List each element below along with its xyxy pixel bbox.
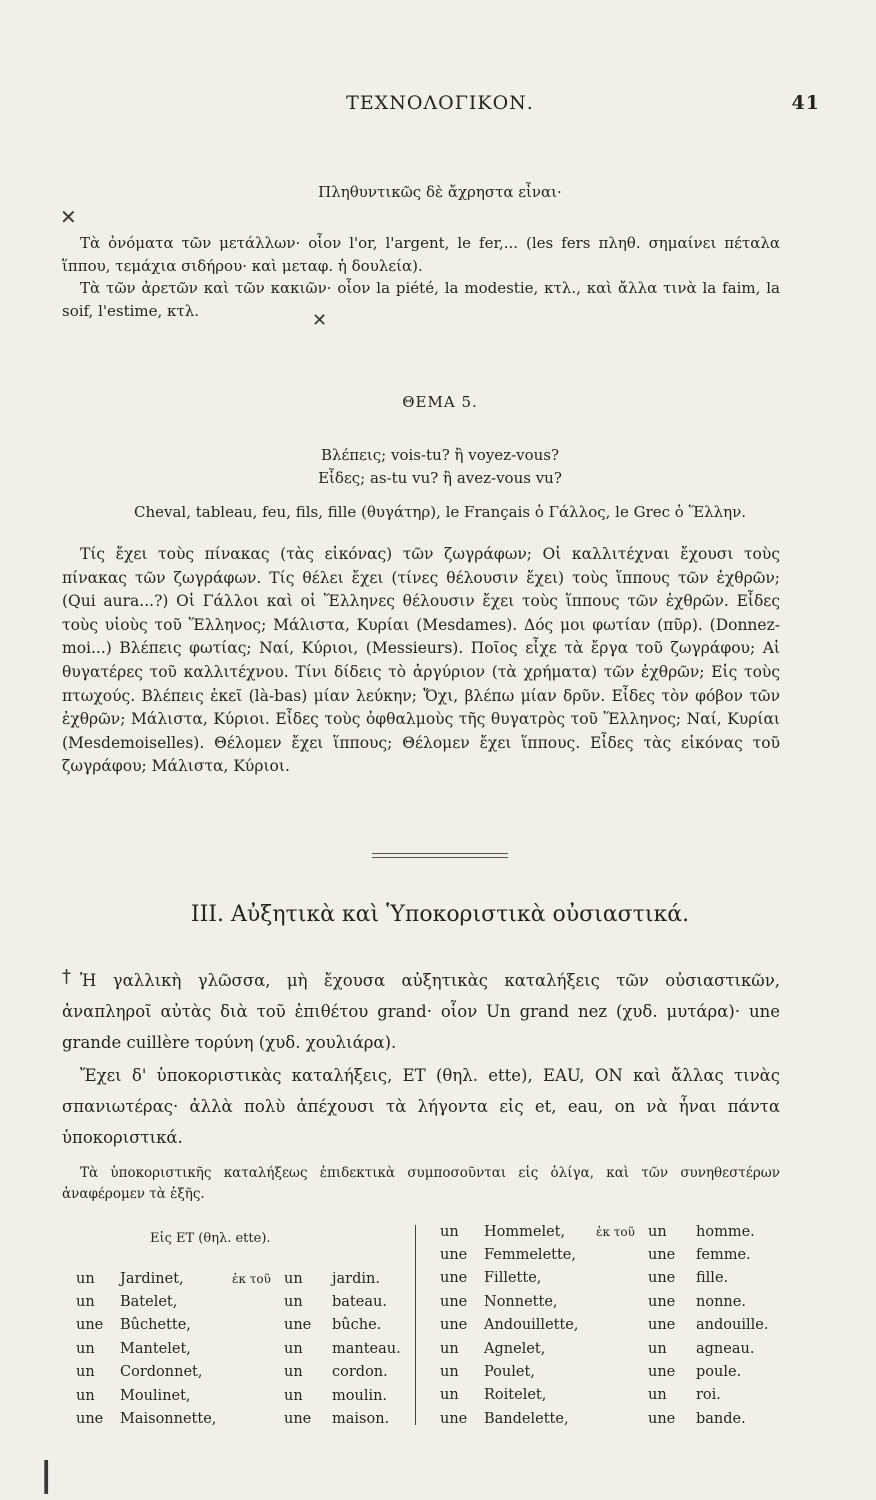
right-table-diminutive: Femmelette, — [484, 1247, 576, 1264]
left-table-article: un — [76, 1270, 95, 1287]
column-divider — [415, 1225, 416, 1425]
right-table-diminutive: Roitelet, — [484, 1387, 547, 1404]
pencil-cross-mark-icon: ✕ — [60, 205, 77, 229]
theme-line-1: Βλέπεις; vois-tu? ἢ voyez-vous? — [320, 446, 560, 464]
right-table-base-article: un — [648, 1223, 667, 1240]
right-table-base-word: nonne. — [696, 1293, 746, 1310]
right-table-base-word: andouille. — [696, 1317, 769, 1334]
left-table-base-word: manteau. — [332, 1340, 401, 1357]
right-table-from-label — [596, 1360, 648, 1383]
left-table-base-word: cordon. — [332, 1364, 388, 1381]
pencil-mark-icon: † — [62, 966, 71, 987]
left-table-from-label — [232, 1384, 284, 1407]
right-table-diminutive: Poulet, — [484, 1364, 535, 1381]
right-table-article: un — [440, 1340, 459, 1357]
right-table-article: une — [440, 1410, 468, 1427]
plural-paragraph-1-text: Τὰ ὀνόματα τῶν μετάλλων· οἷον l'or, l'argent, le fer,... (les fers πληθ. σημαίνει πέταλα ἵππου, τεμάχια σιδήρου· καὶ μεταφ. ἡ δουλεία). — [62, 234, 780, 275]
left-table-base-word: moulin. — [332, 1387, 388, 1404]
left-table-base-article: une — [284, 1317, 312, 1334]
right-table-row — [440, 1267, 806, 1290]
right-table-base-article: une — [648, 1317, 676, 1334]
right-table-base-article: une — [648, 1364, 676, 1381]
left-table-article: un — [76, 1340, 95, 1357]
right-table-row — [440, 1407, 806, 1430]
right-table-base-word: roi. — [696, 1387, 721, 1404]
page-edge-mark-icon: | — [40, 1455, 53, 1495]
left-table-row — [76, 1267, 442, 1290]
left-table-base-word: maison. — [332, 1411, 390, 1428]
left-table-row — [76, 1361, 442, 1384]
left-table-diminutive: Cordonnet, — [120, 1364, 203, 1381]
running-title: ΤΕΧΝΟΛΟΓΙΚΟΝ. — [346, 92, 534, 114]
pencil-cross-mark-icon: ✕ — [312, 310, 328, 331]
left-table-base-word: bûche. — [332, 1317, 382, 1334]
theme-line-2: Εἶδες; as-tu vu? ἢ avez-vous vu? — [318, 469, 562, 487]
right-table-row — [440, 1314, 806, 1337]
left-table-from-label — [232, 1337, 284, 1360]
right-table-base-article: un — [648, 1387, 667, 1404]
right-table-diminutive: Fillette, — [484, 1270, 542, 1287]
theme-line-3: Cheval, tableau, feu, fils, fille (θυγάτηρ), le Français ὁ Γάλλος, le Grec ὁ Ἕλλην. — [133, 503, 747, 521]
right-table-article: un — [440, 1364, 459, 1381]
right-table-from-label — [596, 1290, 648, 1313]
left-table-row — [76, 1290, 442, 1313]
right-table-from-label — [596, 1243, 648, 1266]
exercise-text: Τίς ἔχει τοὺς πίνακας (τὰς εἰκόνας) τῶν ζωγράφων; Οἱ καλλιτέχναι ἔχουσι τοὺς πίνακας τῶν ζωγράφων. Τίς θέλει ἔχει (τίνες θέλουσιν ἔχει) τοὺς ἵππους τῶν ἐχθρῶν; (Qui aura...?) Οἱ Γάλλοι καὶ οἱ Ἕλληνες θέλουσιν ἔχει τοὺς ἵππους τῶν ἐχθρῶν. Εἶδες τοὺς υἱοὺς τοῦ Ἕλληνος; Μάλιστα, Κυρίαι (Mesdames). Δός μοι φωτίαν (πῦρ). (Donnez-moi...) Βλέπεις φωτίας; Ναί, Κύριοι, (Messieurs). Ποῖος εἶχε τὰ ἔργα τοῦ ζωγράφου; Αἱ θυγατέρες τοῦ καλλιτέχνου. Τίνι δίδεις τὸ ἀργύριον (τὰ χρήματα) τῶν ἐχθρῶν; Εἰς τοὺς πτωχούς. Βλέπεις ἐκεῖ (là-bas) μίαν λεύκην; Ὄχι, βλέπω μίαν δρῦν. Εἶδες τὸν φόβον τῶν ἐχθρῶν; Μάλιστα, Κύριοι. Εἶδες τοὺς ὀφθαλμοὺς τῆς θυγατρὸς τοῦ Ἕλληνος; Ναί, Κυρίαι (Mesdemoiselles). Θέλομεν ἔχει ἵππους; Θέλομεν ἔχει ἵππους. Εἶδες τὰς εἰκόνας τοῦ ζωγράφου; Μάλιστα, Κύριοι. — [62, 545, 780, 776]
right-table-article: une — [440, 1270, 468, 1287]
section-paragraph-2 — [62, 1060, 780, 1153]
right-table-diminutive: Agnelet, — [484, 1340, 546, 1357]
left-table-base-article: un — [284, 1340, 303, 1357]
right-table-row — [440, 1290, 806, 1313]
right-table-from-label — [596, 1384, 648, 1407]
right-table-diminutive: Andouillette, — [484, 1317, 579, 1334]
page-number: 41 — [791, 92, 820, 114]
left-table-row — [76, 1384, 442, 1407]
right-table-base-word: homme. — [696, 1223, 755, 1240]
right-table-row — [440, 1384, 806, 1407]
right-table-base-article: un — [648, 1340, 667, 1357]
left-table-diminutive: Bûchette, — [120, 1317, 191, 1334]
left-table-diminutive: Moulinet, — [120, 1387, 191, 1404]
left-table-article: un — [76, 1387, 95, 1404]
right-table-article: une — [440, 1317, 468, 1334]
plural-intro: Πληθυντικῶς δὲ ἄχρηστα εἶναι· — [318, 183, 562, 201]
left-table-diminutive: Maisonnette, — [120, 1411, 217, 1428]
section-title: III. Αὐξητικὰ καὶ Ὑποκοριστικὰ οὐσιαστικά. — [190, 902, 690, 927]
right-table-from-label — [596, 1407, 648, 1430]
section-paragraph-1 — [62, 965, 780, 1058]
left-table-base-article: un — [284, 1270, 303, 1287]
left-table-diminutive: Jardinet, — [120, 1270, 184, 1287]
left-table-row — [76, 1314, 442, 1337]
left-table-article: une — [76, 1411, 104, 1428]
left-table-from-label — [232, 1290, 284, 1313]
left-table-base-article: un — [284, 1387, 303, 1404]
left-table-base-word: bateau. — [332, 1294, 387, 1311]
section-paragraph-2-text: Ἔχει δ' ὑποκοριστικὰς καταλήξεις, ET (θηλ. ette), EAU, ON καὶ ἄλλας τινὰς σπανιωτέρας· ἀλλὰ πολὺ ἀπέχουσι τὰ λήγοντα εἰς et, eau, on νὰ ἦναι πάντα ὑποκοριστικά. — [62, 1066, 780, 1147]
right-table-from-label: ἐκ τοῦ — [596, 1224, 635, 1239]
left-table-base-article: une — [284, 1411, 312, 1428]
right-table-base-article: une — [648, 1410, 676, 1427]
plural-paragraph-1 — [62, 232, 780, 277]
right-table-from-label — [596, 1337, 648, 1360]
left-table-from-label — [232, 1407, 284, 1430]
right-table-article: une — [440, 1293, 468, 1310]
right-table-diminutive: Hommelet, — [484, 1223, 566, 1240]
right-table-base-word: femme. — [696, 1247, 751, 1264]
right-table-article: une — [440, 1247, 468, 1264]
right-table-row — [440, 1243, 806, 1266]
left-table-row — [76, 1407, 442, 1430]
left-table-row — [76, 1337, 442, 1360]
left-vocabulary-table — [76, 1267, 442, 1431]
table-left-header: Εἰς ET (θηλ. ette). — [150, 1231, 271, 1246]
right-table-base-article: une — [648, 1247, 676, 1264]
right-table-diminutive: Bandelette, — [484, 1410, 569, 1427]
right-table-base-word: poule. — [696, 1364, 742, 1381]
right-table-row — [440, 1360, 806, 1383]
divider-rule — [372, 853, 508, 854]
right-table-base-article: une — [648, 1293, 676, 1310]
left-table-base-article: un — [284, 1364, 303, 1381]
right-table-article: un — [440, 1387, 459, 1404]
plural-paragraph-2 — [62, 277, 780, 322]
section-paragraph-3 — [62, 1163, 780, 1205]
left-table-article: un — [76, 1294, 95, 1311]
left-table-from-label: ἐκ τοῦ — [232, 1271, 271, 1286]
left-table-diminutive: Mantelet, — [120, 1340, 191, 1357]
right-table-row — [440, 1337, 806, 1360]
exercise-paragraph — [62, 543, 780, 779]
left-table-from-label — [232, 1361, 284, 1384]
right-table-base-word: fille. — [696, 1270, 729, 1287]
left-table-article: une — [76, 1317, 104, 1334]
theme-title: ΘΕΜΑ 5. — [402, 393, 478, 411]
right-table-diminutive: Nonnette, — [484, 1293, 558, 1310]
right-vocabulary-table — [440, 1220, 806, 1431]
left-table-base-word: jardin. — [332, 1270, 380, 1287]
right-table-from-label — [596, 1314, 648, 1337]
plural-paragraph-2-text: Τὰ τῶν ἀρετῶν καὶ τῶν κακιῶν· οἷον la piété, la modestie, κτλ., καὶ ἄλλα τινὰ la faim, la soif, l'estime, κτλ. — [62, 279, 780, 320]
left-table-from-label — [232, 1314, 284, 1337]
left-table-diminutive: Batelet, — [120, 1294, 178, 1311]
right-table-base-word: bande. — [696, 1410, 746, 1427]
right-table-base-article: une — [648, 1270, 676, 1287]
right-table-from-label — [596, 1267, 648, 1290]
section-paragraph-3-text: Τὰ ὑποκοριστικῆς καταλήξεως ἐπιδεκτικὰ συμποσοῦνται εἰς ὀλίγα, καὶ τῶν συνηθεστέρων ἀναφέρομεν τὰ ἑξῆς. — [62, 1165, 780, 1202]
section-paragraph-1-text: Ἡ γαλλικὴ γλῶσσα, μὴ ἔχουσα αὐξητικὰς καταλήξεις τῶν οὐσιαστικῶν, ἀναπληροῖ αὐτὰς διὰ τοῦ ἐπιθέτου grand· οἷον Un grand nez (χυδ. μυτάρα)· une grande cuillère τορύνη (χυδ. χουλιάρα). — [62, 971, 780, 1052]
left-table-base-article: un — [284, 1294, 303, 1311]
left-table-article: un — [76, 1364, 95, 1381]
divider-rule — [372, 857, 508, 858]
right-table-row — [440, 1220, 806, 1243]
right-table-article: un — [440, 1223, 459, 1240]
right-table-base-word: agneau. — [696, 1340, 755, 1357]
